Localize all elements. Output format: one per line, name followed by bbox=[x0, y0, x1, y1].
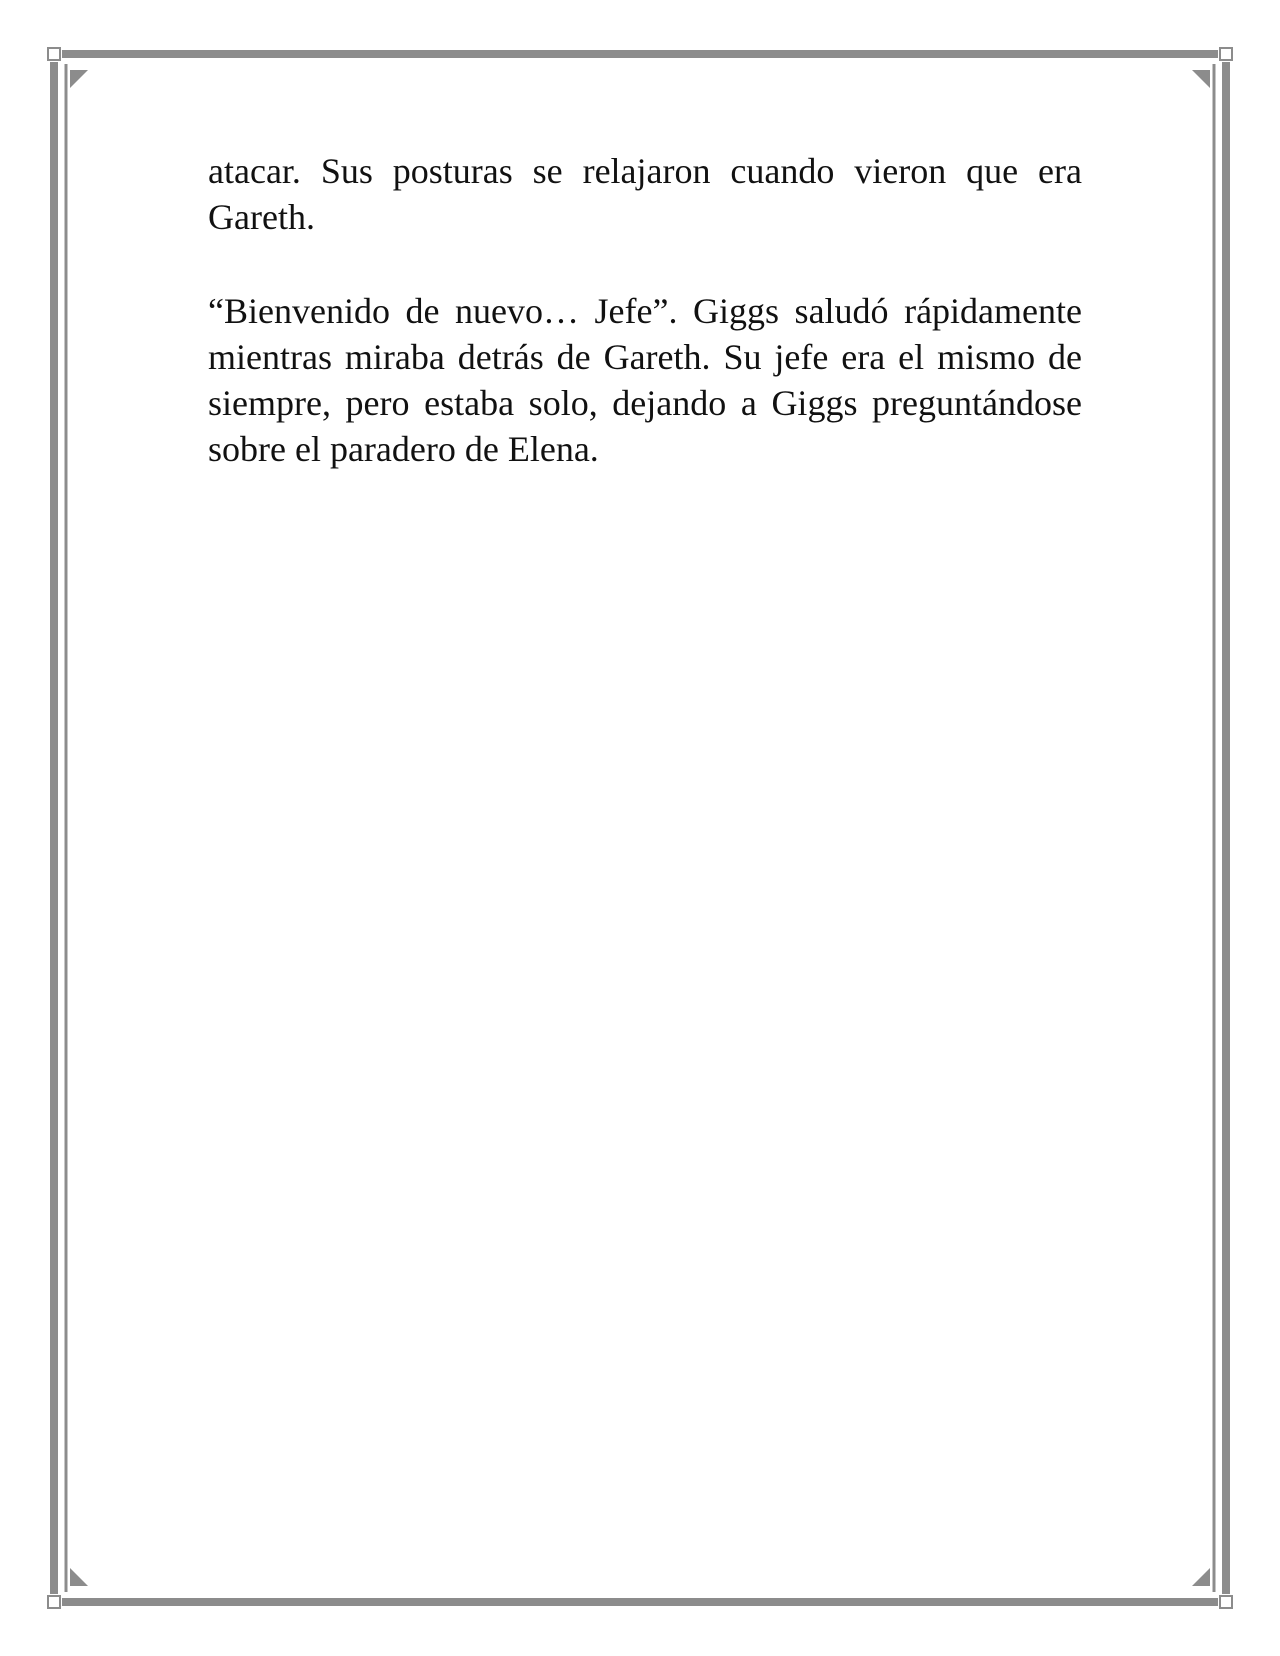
paragraph: atacar. Sus posturas se relajaron cuando vieron que era Gareth. bbox=[208, 151, 1082, 237]
paragraph: “Bienvenido de nuevo… Jefe”. Giggs saludó rápidamente mientras miraba detrás de Gareth. Su jefe era el mismo de siempre, pero estaba solo, dejando a Giggs preguntándose sobre el paradero de Elena. bbox=[208, 291, 1082, 469]
document-body bbox=[208, 148, 1082, 520]
